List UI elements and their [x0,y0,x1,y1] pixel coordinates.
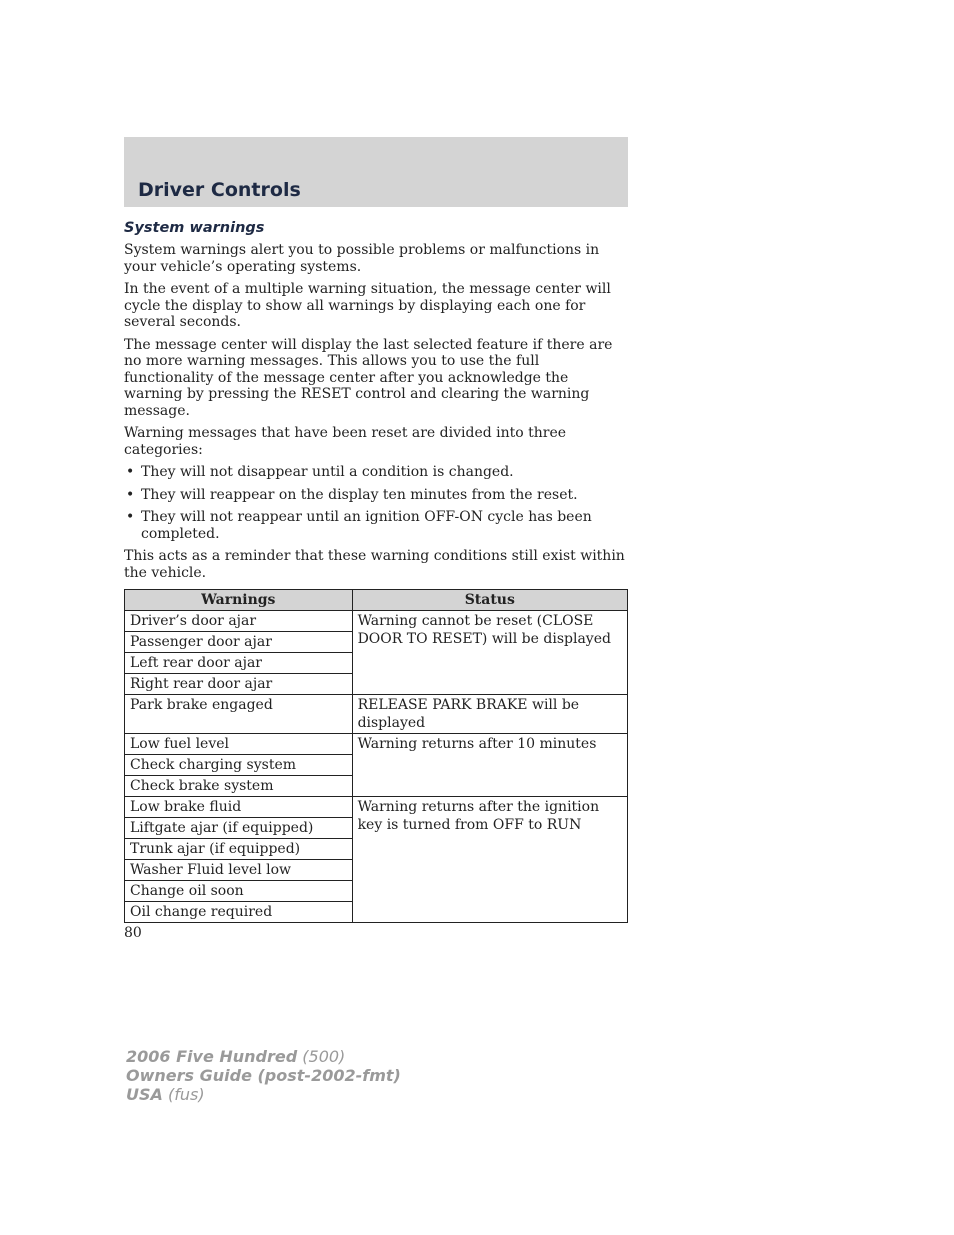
warning-cell: Park brake engaged [125,695,353,734]
warning-cell: Oil change required [125,902,353,923]
warning-cell: Right rear door ajar [125,674,353,695]
footer-market-name: USA [126,1085,163,1104]
table-row [125,734,628,755]
list-item-text: They will not disappear until a condition is changed. [141,464,514,480]
paragraph-reminder: This acts as a reminder that these warning conditions still exist within the vehicle. [124,548,625,581]
warning-cell: Low brake fluid [125,797,353,818]
list-item-text: They will not reappear until an ignition OFF-ON cycle has been completed. [141,509,592,542]
bullet-icon: • [126,486,135,503]
warning-cell: Left rear door ajar [125,653,353,674]
subheading-system-warnings: System warnings [124,220,265,236]
table-row [125,611,628,632]
footer-guide-name: Owners Guide (post-2002-fmt) [126,1066,401,1085]
footer-line-guide [126,1066,401,1085]
list-item [124,487,628,504]
footer-market-code: (fus) [162,1085,205,1104]
status-cell: Warning cannot be reset (CLOSE DOOR TO RESET) will be displayed [352,611,627,695]
warning-cell: Driver’s door ajar [125,611,353,632]
column-header-warnings: Warnings [125,590,353,611]
main-content [124,220,628,923]
section-title: Driver Controls [138,179,301,201]
paragraph-multiple-warnings: In the event of a multiple warning situation, the message center will cycle the display to show all warnings by displaying each one for several seconds. [124,281,611,330]
footer-line-model [126,1047,401,1066]
status-cell: RELEASE PARK BRAKE will be displayed [352,695,627,734]
warning-cell: Low fuel level [125,734,353,755]
status-cell: Warning returns after 10 minutes [352,734,627,797]
warning-cell: Check brake system [125,776,353,797]
column-header-status: Status [352,590,627,611]
bullet-icon: • [126,509,135,525]
warning-cell: Passenger door ajar [125,632,353,653]
warning-cell: Trunk ajar (if equipped) [125,839,353,860]
status-cell: Warning returns after the ignition key is turned from OFF to RUN [352,797,627,923]
section-header-band [124,137,628,207]
paragraph-last-feature: The message center will display the last selected feature if there are no more warning messages. This allows you to use the full functionality of the message center after you acknowledge the warning by pressing the RESET control and clearing the warning message. [124,336,613,419]
table-header-row [125,590,628,611]
document-footer [126,1047,401,1104]
warning-cell: Washer Fluid level low [125,860,353,881]
footer-line-market [126,1085,401,1104]
list-item [124,464,628,481]
table-row [125,797,628,818]
paragraph-intro: System warnings alert you to possible problems or malfunctions in your vehicle’s operating systems. [124,242,600,275]
list-item [124,509,628,542]
footer-model-code: (500) [297,1047,346,1066]
table-row [125,695,628,734]
warning-cell: Check charging system [125,755,353,776]
paragraph-categories: Warning messages that have been reset are divided into three categories: [124,425,567,458]
bullet-icon: • [126,464,135,480]
page-number: 80 [124,925,142,941]
warning-cell: Liftgate ajar (if equipped) [125,818,353,839]
footer-model-name: 2006 Five Hundred [126,1047,298,1066]
list-item-text: They will reappear on the display ten minutes from the reset. [141,486,578,503]
warnings-table [124,589,628,923]
warning-cell: Change oil soon [125,881,353,902]
categories-list [124,464,628,542]
